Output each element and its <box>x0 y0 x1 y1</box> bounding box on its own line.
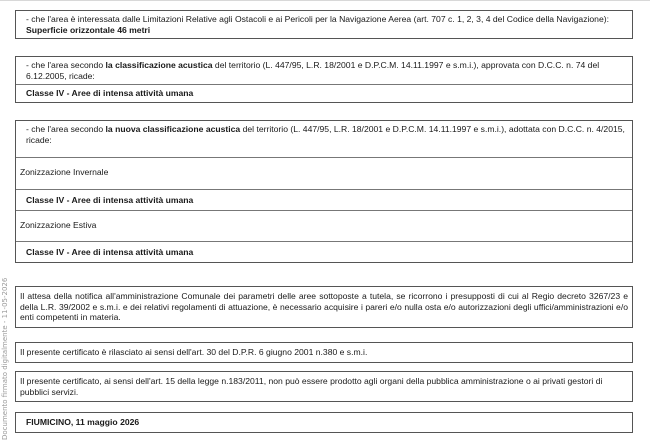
restriction-box <box>15 371 633 402</box>
obstacle-limits-text <box>16 11 632 38</box>
zone-summer-class: Classe IV - Aree di intensa attività umana <box>16 241 632 263</box>
acoustic-classification-box <box>15 56 633 103</box>
release-box <box>15 342 633 363</box>
zone-winter-class: Classe IV - Aree di intensa attività umana <box>16 189 632 211</box>
obstacle-limits-box <box>15 10 633 39</box>
new-acoustic-bold: la nuova classificazione acustica <box>105 124 241 134</box>
side-watermark: Documento firmato digitalmente - 11-05-2026 <box>1 277 9 440</box>
scan-edge <box>0 0 650 1</box>
acoustic-bold: la classificazione acustica <box>105 60 213 70</box>
restriction-text: Il presente certificato, ai sensi dell'art. 15 della legge n.183/2011, non può essere prodotto agli organi della pubblica amministrazione o ai privati gestori di pubblici servizi. <box>20 376 603 397</box>
release-text: Il presente certificato è rilasciato ai sensi dell'art. 30 del D.P.R. 6 giugno 2001 n.380 e s.m.i. <box>20 347 368 357</box>
new-acoustic-text <box>16 121 632 157</box>
acoustic-classification-text <box>16 57 632 84</box>
obstacle-limits-value: Superficie orizzontale 46 metri <box>26 24 151 35</box>
place-date-box <box>15 412 633 433</box>
zone-summer-label: Zonizzazione Estiva <box>16 210 632 241</box>
new-acoustic-classification-box <box>15 120 633 263</box>
new-acoustic-suffix: del territorio (L. 447/95, L.R. 18/2001 e D.P.C.M. 14.11.1997 e s.m.i.), adottata con D.C.C. n. 4/2015, ricade: <box>26 124 625 145</box>
notice-text: Il attesa della notifica all'amministrazione Comunale dei parametri delle aree sottoposte a tutela, se ricorrono i presupposti di cui al Regio decreto 3267/23 e della L.R. 39/2002 e s.m.i. e dei relativi regolamenti di attuazione, è necessario acquisire i pareri e/o nulla osta e/o autorizzazioni degli uffici/amministrazioni e/o enti competenti in materia. <box>20 291 628 322</box>
obstacle-limits-desc: - che l'area è interessata dalle Limitazioni Relative agli Ostacoli e ai Pericoli per la Navigazione Aerea (art. 707 c. 1, 2, 3, 4 del Codice della Navigazione): <box>26 14 609 24</box>
acoustic-suffix: del territorio (L. 447/95, L.R. 18/2001 e D.P.C.M. 14.11.1997 e s.m.i.), approvata con D.C.C. n. 74 del 6.12.2005, ricade: <box>26 60 600 81</box>
zone-winter-label: Zonizzazione Invernale <box>16 157 632 189</box>
acoustic-class: Classe IV - Aree di intensa attività umana <box>16 84 632 102</box>
place-date: FIUMICINO, 11 maggio 2026 <box>26 417 140 427</box>
acoustic-prefix: - che l'area secondo <box>26 60 106 70</box>
new-acoustic-prefix: - che l'area secondo <box>26 124 106 134</box>
notice-box <box>15 286 633 328</box>
